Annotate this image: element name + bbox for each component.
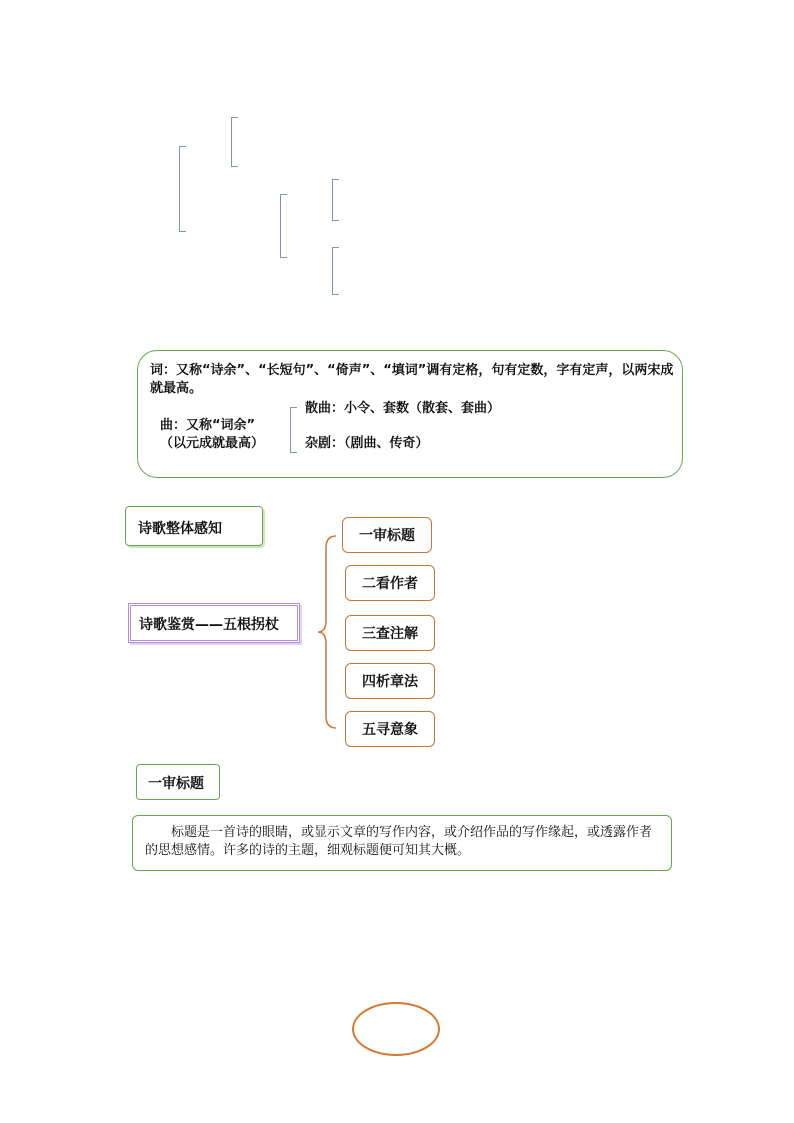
- qu-bracket: [290, 407, 297, 453]
- step-2: 二看作者: [345, 565, 435, 601]
- section-body: 标题是一首诗的眼睛，或显示文章的写作内容，或介绍作品的写作缘起，或透露作者的思想感情。许多的诗的主题，细观标题便可知其大概。: [145, 825, 653, 858]
- section-title-box: [136, 764, 220, 800]
- section-body-box: [132, 815, 672, 871]
- step-4: 四析章法: [345, 663, 435, 699]
- qu-label: [160, 417, 290, 453]
- outline-bracket-4: [332, 179, 339, 221]
- qu-label-line-1: 曲：又称“词余”: [160, 418, 256, 433]
- ci-definition: 词：又称“诗余”、“长短句”、“倚声”、“填词”调有定格，句有定数，字有定声，以两宋成就最高。: [150, 363, 674, 396]
- zaju-line: 杂剧：（剧曲、传奇）: [305, 436, 429, 451]
- step-1: 一审标题: [342, 517, 432, 553]
- page-ellipse: [352, 1002, 440, 1056]
- method-label: 诗歌鉴赏——五根拐杖: [139, 617, 279, 633]
- overview-box: [125, 506, 263, 546]
- method-box: [128, 603, 300, 643]
- outline-bracket-3: [280, 194, 287, 258]
- step-5: 五寻意象: [345, 711, 435, 747]
- steps-brace: [316, 534, 338, 730]
- ci-qu-box: [137, 350, 683, 478]
- section-title: 一审标题: [148, 776, 204, 792]
- qu-label-line-2: （以元成就最高）: [160, 436, 265, 451]
- outline-bracket-2: [179, 146, 186, 232]
- overview-label: 诗歌整体感知: [138, 521, 222, 537]
- step-3: 三查注解: [345, 615, 435, 651]
- sanqu-line: 散曲：小令、套数（散套、套曲）: [305, 401, 501, 416]
- outline-bracket-1: [231, 117, 238, 167]
- outline-bracket-5: [332, 247, 339, 295]
